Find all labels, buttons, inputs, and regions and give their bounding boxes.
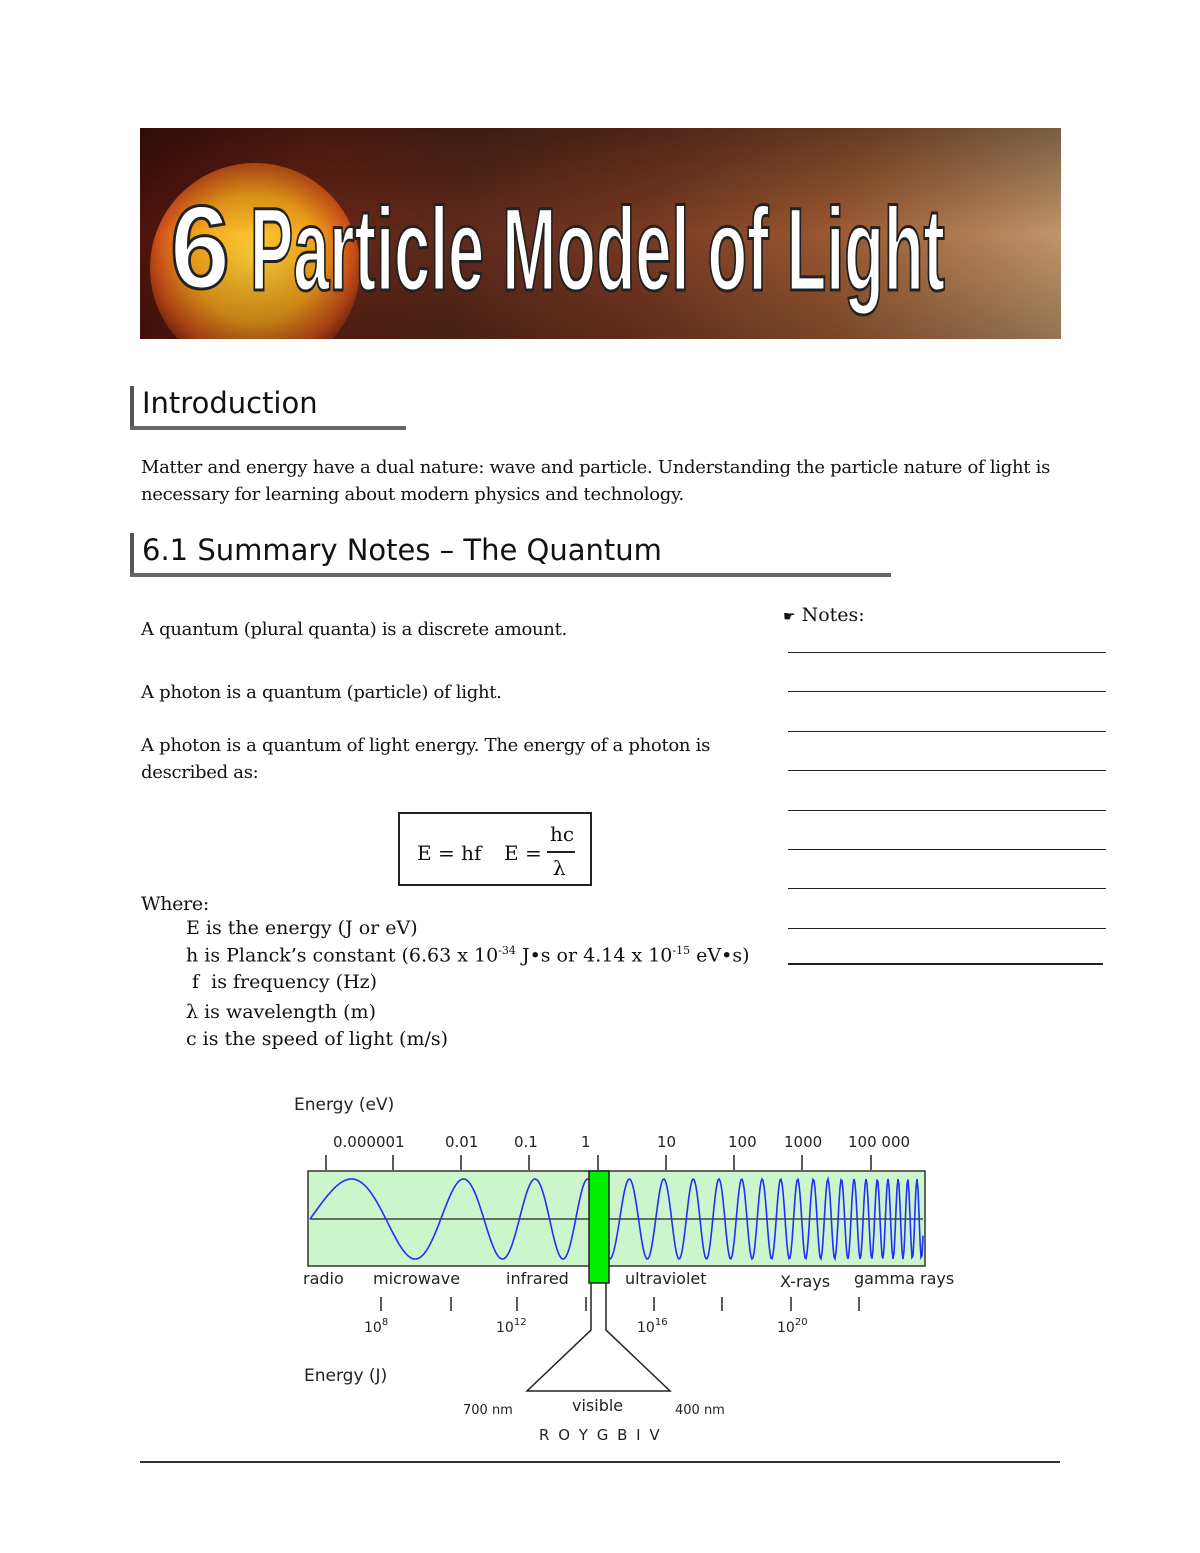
notes-line xyxy=(788,928,1106,929)
band-label-gamma-rays: gamma rays xyxy=(854,1269,955,1288)
notes-line xyxy=(788,888,1106,889)
band-label-radio: radio xyxy=(303,1269,344,1288)
energy-j-label: Energy (J) xyxy=(304,1366,388,1386)
def-frequency: f is frequency (Hz) xyxy=(186,971,378,993)
photon-energy-line: described as: xyxy=(141,762,259,783)
intro-heading: Introduction xyxy=(142,386,318,420)
joule-tick-label: $10^{16}$ xyxy=(637,1317,668,1336)
where-label: Where: xyxy=(141,893,209,915)
formula-e-equals: E = xyxy=(504,841,542,865)
intro-paragraph xyxy=(141,454,1050,508)
chapter-title: Particle Model of Light xyxy=(250,184,945,316)
exponent: -34 xyxy=(498,944,516,957)
def-energy: E is the energy (J or eV) xyxy=(186,917,418,939)
quantum-definition: A quantum (plural quanta) is a discrete amount. xyxy=(141,619,567,640)
ev-tick-label: 0.1 xyxy=(514,1133,538,1151)
roygbiv-label: R O Y G B I V xyxy=(539,1426,662,1444)
ev-tick-label: 10 xyxy=(657,1133,677,1151)
formula-denominator: λ xyxy=(553,856,566,880)
intro-line: Matter and energy have a dual nature: wave and particle. Understanding the particle nature of light is xyxy=(141,457,1051,478)
chapter-banner xyxy=(140,128,1061,339)
wavelength-400nm: 400 nm xyxy=(675,1403,725,1418)
ev-tick-label: 0.01 xyxy=(445,1133,479,1151)
notes-header xyxy=(783,604,865,626)
ev-tick-label: 100 xyxy=(728,1133,757,1151)
formula-e-hf: E = hf xyxy=(417,841,482,865)
band-label-microwave: microwave xyxy=(373,1269,461,1288)
ev-tick-label: 1 xyxy=(581,1133,591,1151)
notes-line xyxy=(788,849,1106,850)
joule-tick-label: $10^{20}$ xyxy=(777,1317,808,1336)
notes-line xyxy=(788,963,1103,965)
ev-tick-label: 1000 xyxy=(784,1133,823,1151)
formula-box xyxy=(398,812,592,886)
notes-line xyxy=(788,731,1106,732)
photon-energy-text xyxy=(141,732,710,786)
ev-tick-label: 0.000001 xyxy=(333,1133,405,1151)
energy-ev-label: Energy (eV) xyxy=(294,1095,395,1115)
def-planck-text: h is Planck’s constant (6.63 x 10 xyxy=(186,944,499,967)
joule-tick-label: $10^{12}$ xyxy=(496,1317,527,1336)
visible-band xyxy=(589,1171,609,1283)
section-underline xyxy=(130,573,891,577)
band-label-x-rays: X-rays xyxy=(780,1272,831,1291)
notes-line xyxy=(788,810,1106,811)
formula-numerator: hc xyxy=(550,822,575,846)
footer-rule xyxy=(140,1461,1060,1463)
notes-line xyxy=(788,691,1106,692)
banner-art xyxy=(140,128,1061,339)
photon-energy-line: A photon is a quantum of light energy. The energy of a photon is xyxy=(141,735,711,756)
fraction-bar xyxy=(547,851,575,853)
band-label-infrared: infrared xyxy=(506,1269,569,1288)
section-marker xyxy=(130,533,134,577)
wavelength-700nm: 700 nm xyxy=(463,1403,513,1418)
def-planck-text: J•s or 4.14 x 10 xyxy=(515,944,673,967)
pointing-hand-icon: ☛ xyxy=(783,609,796,625)
notes-line xyxy=(788,652,1106,653)
exponent: -15 xyxy=(672,944,691,957)
chapter-number: 6 xyxy=(170,182,230,314)
def-planck-text: eV•s) xyxy=(690,944,750,967)
def-wavelength: λ is wavelength (m) xyxy=(186,1001,376,1023)
joule-tick-label: $10^8$ xyxy=(364,1317,389,1336)
em-spectrum-diagram xyxy=(0,1080,1200,1460)
def-speed-of-light: c is the speed of light (m/s) xyxy=(186,1028,449,1050)
photon-definition: A photon is a quantum (particle) of light. xyxy=(141,682,502,703)
notes-line xyxy=(788,770,1106,771)
band-label-ultraviolet: ultraviolet xyxy=(625,1269,707,1288)
notes-label: Notes: xyxy=(801,604,865,626)
ev-tick-label: 100 000 xyxy=(848,1133,911,1151)
visible-expansion-funnel xyxy=(527,1283,670,1391)
visible-label: visible xyxy=(572,1396,624,1415)
section-heading: 6.1 Summary Notes – The Quantum xyxy=(142,533,662,567)
section-marker xyxy=(130,386,134,430)
intro-line: necessary for learning about modern physics and technology. xyxy=(141,484,684,505)
section-underline xyxy=(130,426,406,430)
def-planck xyxy=(186,944,750,966)
